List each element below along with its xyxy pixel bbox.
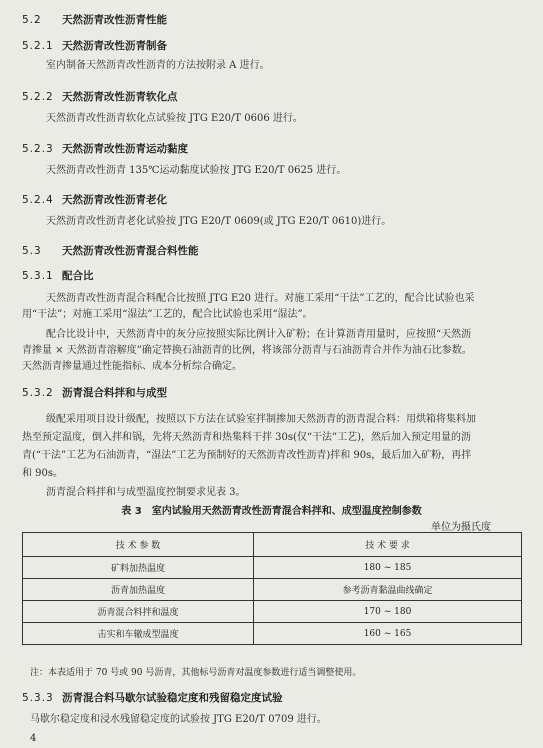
heading-5-2-3: 5.2.3 天然沥青改性沥青运动黏度 <box>22 143 188 155</box>
paragraph-line: 级配采用项目设计级配，按照以下方法在试验室拌制掺加天然沥青的沥青混合料：用烘箱将集料加 <box>46 414 476 425</box>
paragraph-5-2-4: 天然沥青改性沥青老化试验按 JTG E20/T 0609(或 JTG E20/T 0610)进行。 <box>46 216 392 227</box>
heading-5-3: 5.3 天然沥青改性沥青混合料性能 <box>22 245 199 257</box>
table-caption: 表 3 室内试验用天然沥青改性沥青混合料拌和、成型温度控制参数 <box>121 506 422 517</box>
temperature-table <box>22 532 522 645</box>
table-cell: 沥青加热温度 <box>23 579 254 601</box>
heading-5-3-3: 5.3.3 沥青混合料马歇尔试验稳定度和残留稳定度试验 <box>22 692 283 704</box>
table-cell: 180 ~ 185 <box>254 557 522 579</box>
table-header-cell: 技 术 要 求 <box>254 533 522 557</box>
table-header-row <box>23 533 522 557</box>
table-cell: 击实和车辙成型温度 <box>23 623 254 645</box>
table-row <box>23 601 522 623</box>
table-cell: 参考沥青黏温曲线确定 <box>254 579 522 601</box>
table-row <box>23 579 522 601</box>
table-cell: 160 ~ 165 <box>254 623 522 645</box>
paragraph-line: 配合比设计中，天然沥青中的灰分应按照实际比例计入矿粉；在计算沥青用量时，应按照“天然沥 <box>46 329 472 340</box>
heading-5-2-1: 5.2.1 天然沥青改性沥青制备 <box>22 40 167 52</box>
paragraph-line: 天然沥青改性沥青混合料配合比按照 JTG E20 进行。对施工采用“干法”工艺的，配合比试验也采 <box>46 293 475 304</box>
heading-5-2: 5.2 天然沥青改性沥青性能 <box>22 14 167 26</box>
heading-5-3-1: 5.3.1 配合比 <box>22 270 94 282</box>
table-unit: 单位为摄氏度 <box>431 522 491 533</box>
paragraph-line: 天然沥青掺量通过性能指标、成本分析综合确定。 <box>22 361 242 372</box>
table-header-cell: 技 术 参 数 <box>23 533 254 557</box>
table-cell: 170 ~ 180 <box>254 601 522 623</box>
paragraph-line: 青(“干法”工艺为石油沥青，“湿法”工艺为预制好的天然沥青改性沥青)拌和 90s，最后加入矿粉，再拌 <box>22 450 472 461</box>
paragraph-line: 用“干法”；对施工采用“湿法”工艺的，配合比试验也采用“湿法”。 <box>22 309 313 320</box>
table-note: 注：本表适用于 70 号或 90 号沥青，其他标号沥青对温度参数进行适当调整使用。 <box>30 668 362 678</box>
heading-5-2-4: 5.2.4 天然沥青改性沥青老化 <box>22 194 167 206</box>
table-row <box>23 623 522 645</box>
heading-5-2-2: 5.2.2 天然沥青改性沥青软化点 <box>22 91 178 103</box>
table-row <box>23 557 522 579</box>
paragraph-table-reference: 沥青混合料拌和与成型温度控制要求见表 3。 <box>46 487 246 498</box>
paragraph-5-2-3: 天然沥青改性沥青 135℃运动黏度试验按 JTG E20/T 0625 进行。 <box>46 165 347 176</box>
paragraph-line: 热至预定温度，倒入拌和锅，先将天然沥青和热集料干拌 30s(仅“干法”工艺)，然后加入预定用量的沥 <box>22 432 472 443</box>
heading-5-3-2: 5.3.2 沥青混合料拌和与成型 <box>22 387 167 399</box>
paragraph-5-3-3: 马歇尔稳定度和浸水残留稳定度的试验按 JTG E20/T 0709 进行。 <box>30 714 327 725</box>
paragraph-5-2-2: 天然沥青改性沥青软化点试验按 JTG E20/T 0606 进行。 <box>46 113 303 124</box>
paragraph-line: 青掺量 × 天然沥青溶解度”确定替换石油沥青的比例，将该部分沥青与石油沥青合并作为油石比参数。 <box>22 345 472 356</box>
paragraph-line: 和 90s。 <box>22 468 64 479</box>
page-number: 4 <box>30 733 37 744</box>
paragraph-5-2-1: 室内制备天然沥青改性沥青的方法按附录 A 进行。 <box>46 60 270 71</box>
table-cell: 沥青混合料拌和温度 <box>23 601 254 623</box>
table-cell: 矿料加热温度 <box>23 557 254 579</box>
